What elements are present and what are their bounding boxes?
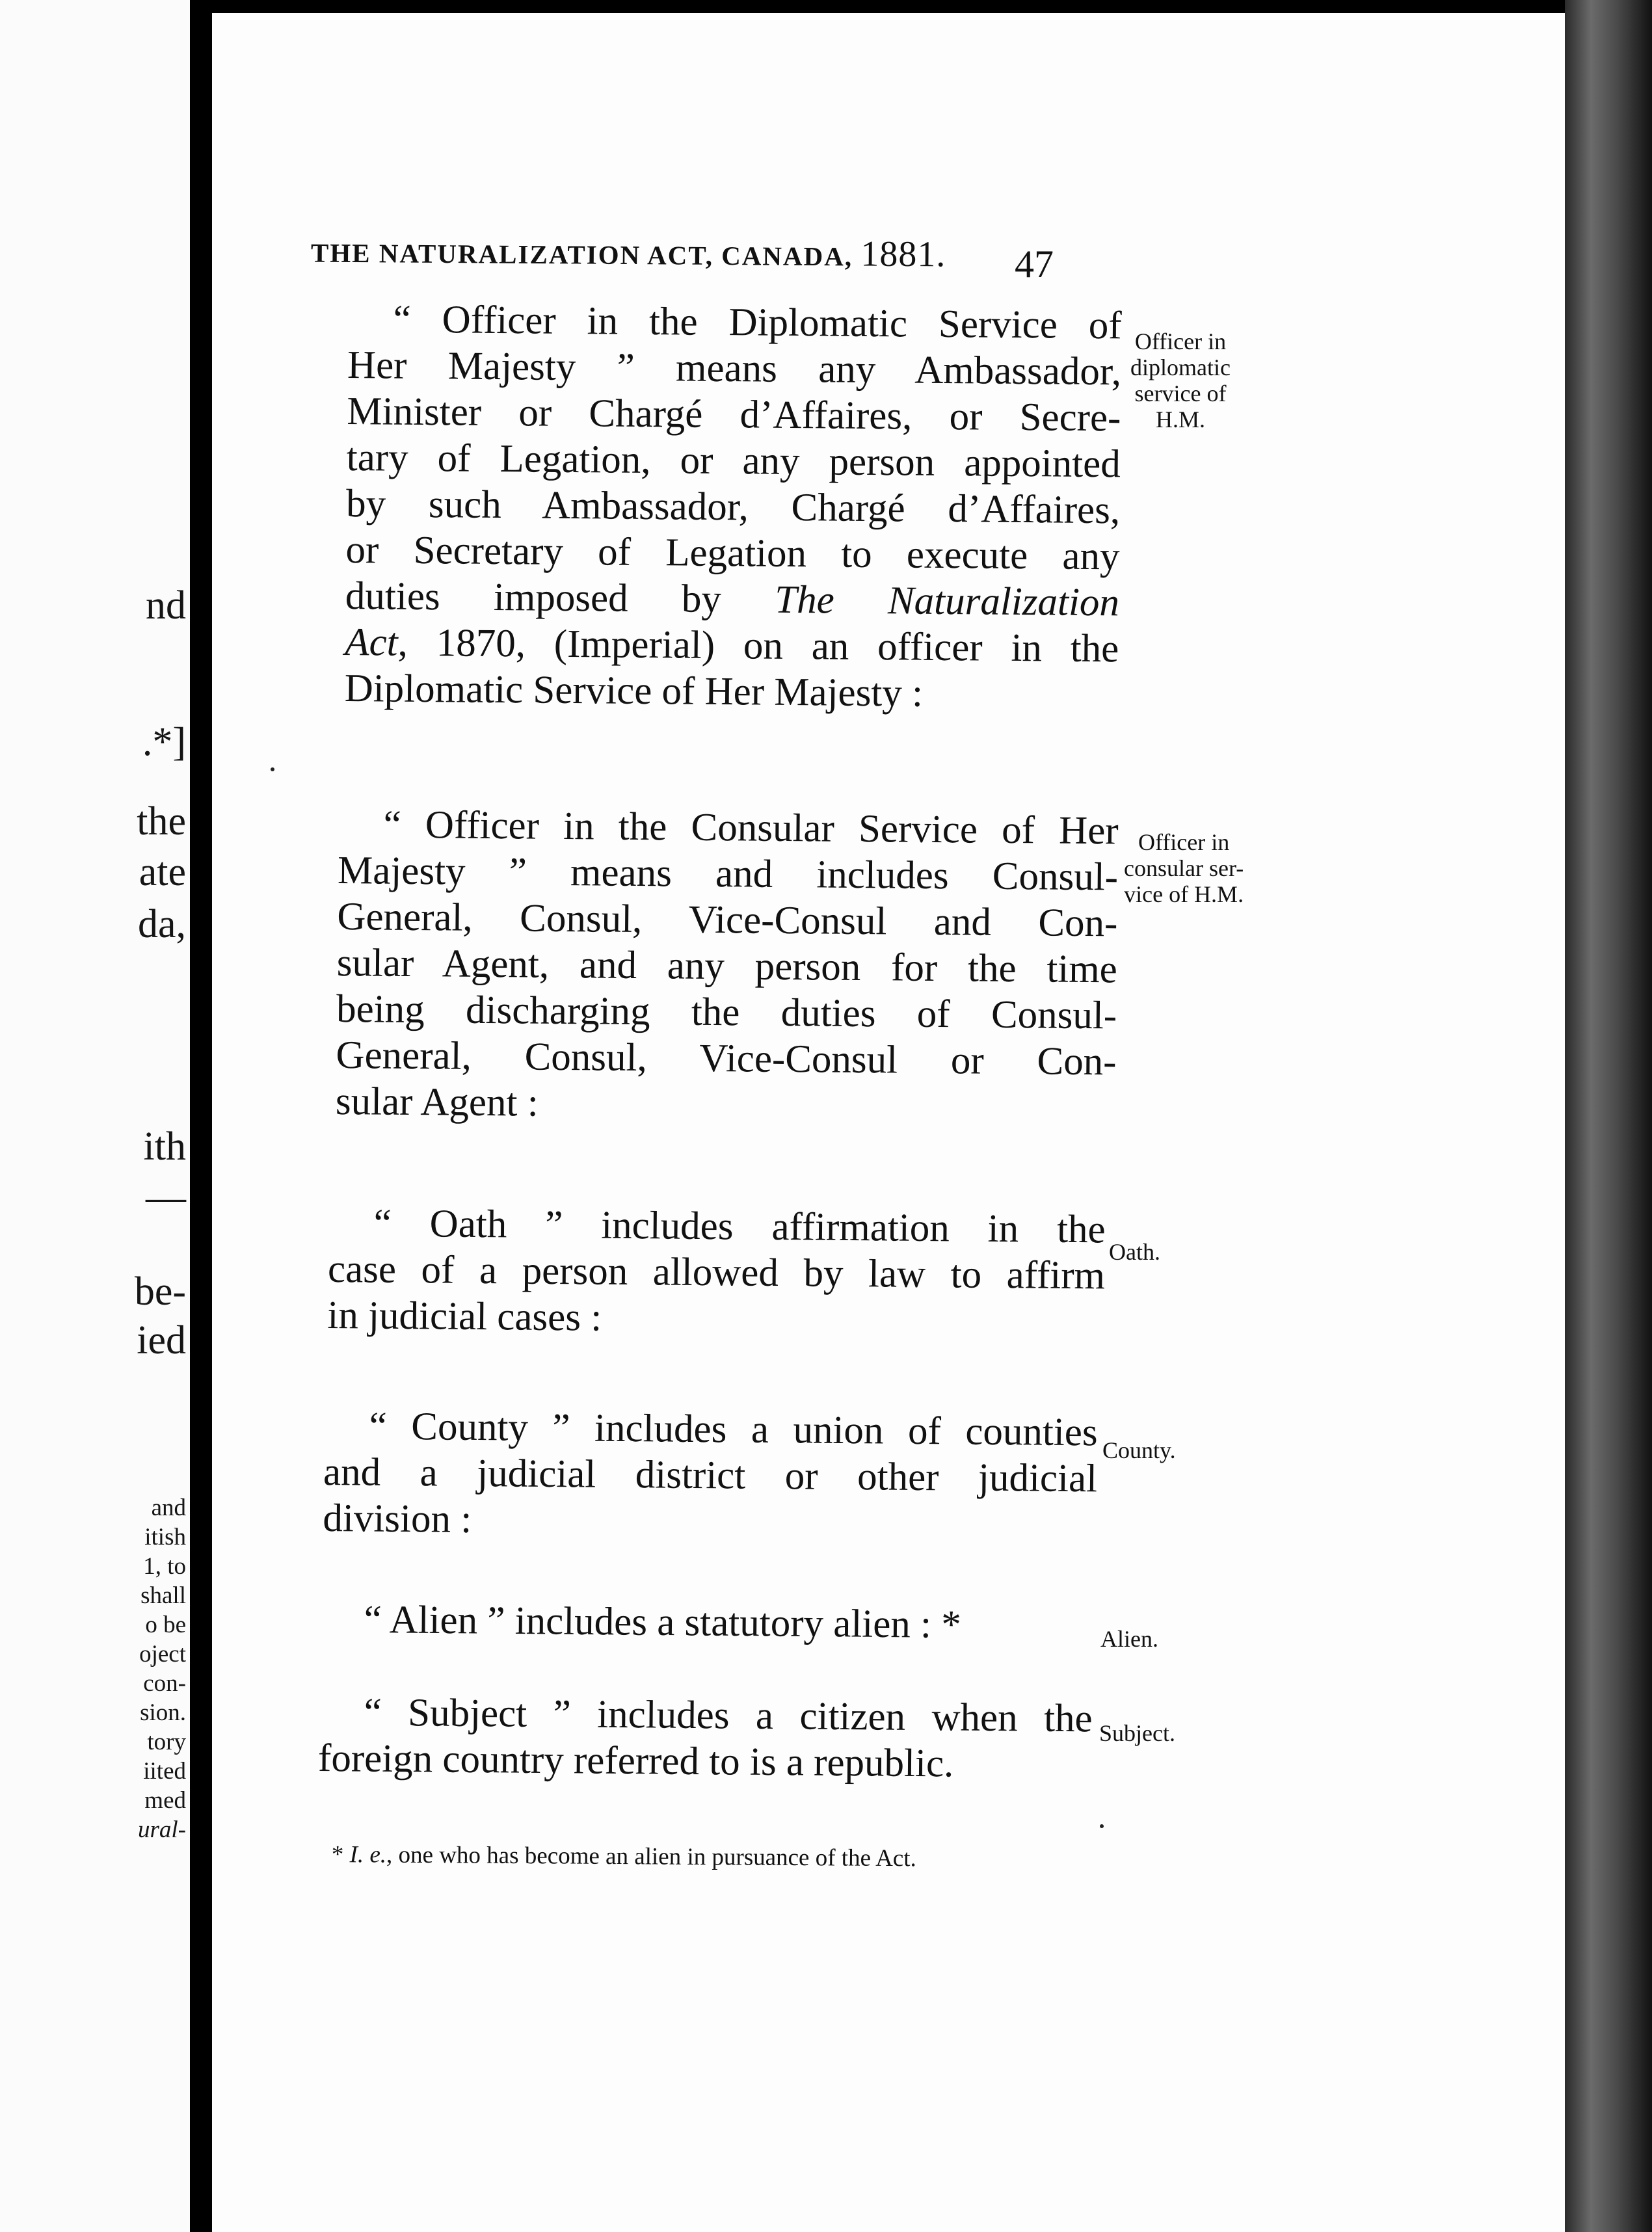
left-text-fragment: be- xyxy=(134,1269,186,1314)
left-text-fragment: nd xyxy=(146,583,186,628)
left-text-fragment: ate xyxy=(139,850,186,894)
left-margin-fragment: con- xyxy=(143,1670,186,1697)
left-margin-fragment: sion. xyxy=(140,1699,186,1726)
paper-speck xyxy=(271,767,274,771)
margin-note-officer-consular: Officer in consular ser- vice of H.M. xyxy=(1124,829,1244,907)
margin-note-alien: Alien. xyxy=(1100,1626,1158,1652)
text-line: being discharging the duties of Consul- xyxy=(336,987,1117,1038)
text-line: in judicial cases : xyxy=(327,1293,602,1340)
header-title: THE NATURALIZATION ACT, CANADA, xyxy=(310,237,853,272)
text-line: Her Majesty ” means any Ambassador, xyxy=(347,343,1122,394)
text-line: Majesty ” means and includes Consul- xyxy=(337,848,1119,899)
text-line: “ Subject ” includes a citizen when the xyxy=(364,1690,1093,1741)
text-line: by such Ambassador, Chargé d’Affaires, xyxy=(345,481,1121,533)
text-line: and a judicial district or other judicial xyxy=(323,1450,1098,1501)
left-margin-fragment: and xyxy=(151,1495,186,1521)
left-text-fragment: the xyxy=(137,799,186,844)
left-margin-fragment: tory xyxy=(147,1729,186,1755)
left-margin-fragment: 1, to xyxy=(143,1553,186,1580)
footnote-abbrev: I. e. xyxy=(349,1841,387,1868)
definition-oath xyxy=(327,1200,1106,1345)
text-line: “ Oath ” includes affirmation in the xyxy=(373,1201,1106,1252)
footnote-mark: * xyxy=(331,1841,344,1868)
left-margin-fragment: iited xyxy=(143,1758,186,1785)
left-text-fragment: — xyxy=(146,1175,186,1219)
running-header xyxy=(311,230,946,276)
text-line xyxy=(345,573,1120,626)
margin-note-county: County. xyxy=(1102,1437,1176,1463)
text-line: General, Consul, Vice-Consul and Con- xyxy=(337,894,1118,946)
left-margin-fragment: oject xyxy=(139,1641,186,1667)
text-line: “ Officer in the Consular Service of Her xyxy=(383,803,1119,853)
margin-note-oath: Oath. xyxy=(1109,1239,1160,1265)
margin-note-officer-diplomatic: Officer in diplomatic service of H.M. xyxy=(1130,328,1231,432)
footnote xyxy=(332,1840,916,1872)
previous-page-fragment xyxy=(0,0,190,2232)
left-margin-fragment: med xyxy=(144,1787,186,1814)
page-number: 47 xyxy=(1015,243,1054,286)
text-line: sular Agent, and any person for the time xyxy=(336,940,1118,992)
text-line xyxy=(345,619,1119,672)
book-gutter xyxy=(190,0,212,2232)
left-text-fragment: ith xyxy=(143,1124,186,1169)
left-text-fragment: .*] xyxy=(142,720,186,764)
text-line: Diplomatic Service of Her Majesty : xyxy=(344,666,924,715)
page-edge-shadow xyxy=(1565,0,1652,2232)
text-line: Minister or Chargé d’Affaires, or Secre- xyxy=(347,389,1121,440)
header-year: 1881. xyxy=(860,233,946,275)
footnote-text: , one who has become an alien in pursuance of the Act. xyxy=(386,1841,916,1872)
definition-county xyxy=(323,1403,1098,1548)
definition-officer-diplomatic xyxy=(344,296,1122,718)
act-word: Act xyxy=(345,620,398,665)
paper-speck xyxy=(1100,1824,1104,1828)
text-line: “ Officer in the Diplomatic Service of xyxy=(393,297,1122,348)
text-line: General, Consul, Vice-Consul or Con- xyxy=(336,1033,1117,1084)
text-line: or Secretary of Legation to execute any xyxy=(345,527,1120,579)
text-line: division : xyxy=(323,1496,472,1541)
text-line: sular Agent : xyxy=(335,1079,539,1125)
margin-note-subject: Subject. xyxy=(1099,1720,1175,1746)
left-margin-fragment: ural- xyxy=(138,1816,186,1843)
text-line: “ Alien ” includes a statutory alien : * xyxy=(364,1598,962,1647)
text-segment: duties imposed by xyxy=(345,574,722,622)
definition-subject xyxy=(318,1689,1093,1788)
text-line: “ County ” includes a union of counties xyxy=(369,1404,1098,1455)
definition-alien xyxy=(364,1597,1080,1649)
definition-officer-consular xyxy=(336,801,1119,1131)
text-line: foreign country referred to is a republic. xyxy=(317,1736,954,1786)
left-text-fragment: da, xyxy=(137,902,186,946)
left-margin-fragment: o be xyxy=(145,1612,186,1638)
text-line: case of a person allowed by law to affirm xyxy=(327,1247,1106,1298)
left-margin-fragment: shall xyxy=(140,1582,186,1609)
act-title: The Naturalization xyxy=(774,578,1120,625)
text-segment: , 1870, (Imperial) on an officer in the xyxy=(397,620,1119,671)
left-margin-fragment: itish xyxy=(144,1524,186,1550)
text-line: tary of Legation, or any person appointed xyxy=(346,435,1121,486)
left-text-fragment: ied xyxy=(137,1318,186,1362)
